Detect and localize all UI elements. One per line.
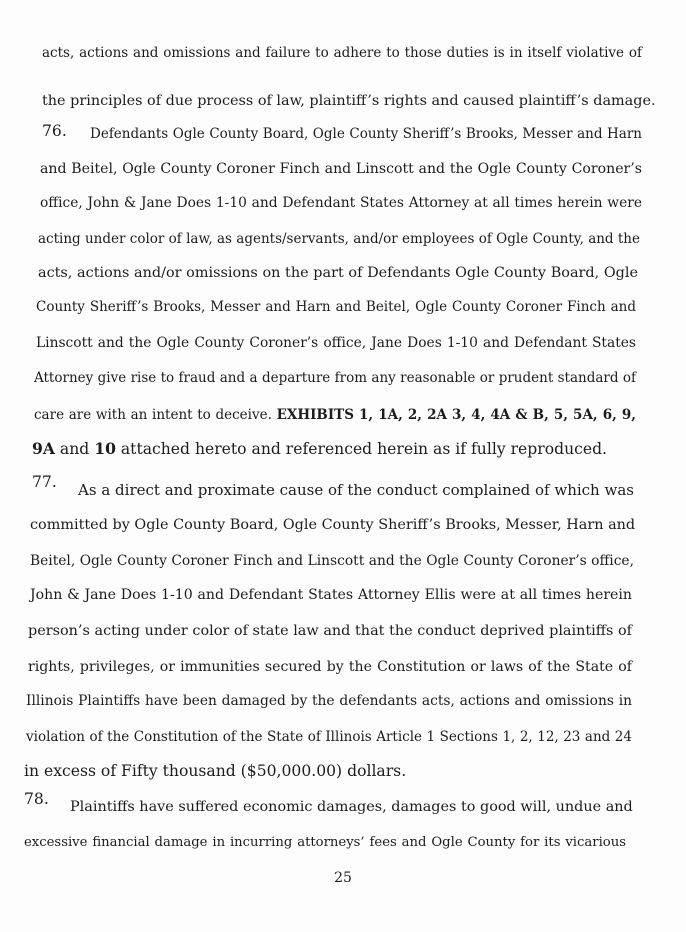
text-span: care are with an intent to deceive. bbox=[34, 407, 272, 423]
text-line: Plaintiffs have suffered economic damages, damages to good will, undue and bbox=[70, 799, 633, 815]
text-line: excessive financial damage in incurring attorneys’ fees and Ogle County for its vicarious bbox=[24, 835, 626, 850]
text-line: the principles of due process of law, plaintiff’s rights and caused plaintiff’s damage. bbox=[42, 93, 656, 109]
exhibits-reference: EXHIBITS 1, 1A, 2, 2A 3, 4, 4A & B, 5, 5A, 6, 9, bbox=[276, 407, 636, 423]
text-line bbox=[32, 432, 607, 466]
text-line: violation of the Constitution of the State of Illinois Article 1 Sections 1, 2, 12, 23 and 24 bbox=[26, 729, 632, 745]
text-line: acts, actions and/or omissions on the part of Defendants Ogle County Board, Ogle bbox=[38, 265, 638, 281]
text-span: attached hereto and referenced herein as if fully reproduced. bbox=[120, 440, 608, 458]
text-line: As a direct and proximate cause of the conduct complained of which was bbox=[78, 481, 634, 499]
page-number: 25 bbox=[334, 870, 352, 886]
text-line: rights, privileges, or immunities secured by the Constitution or laws of the State of bbox=[28, 659, 632, 675]
paragraph-number: 77. bbox=[32, 473, 57, 491]
text-line bbox=[34, 398, 636, 432]
text-line: Linscott and the Ogle County Coroner’s office, Jane Does 1-10 and Defendant States bbox=[36, 335, 636, 351]
text-line: Attorney give rise to fraud and a departure from any reasonable or prudent standard of bbox=[34, 370, 636, 386]
text-line: John & Jane Does 1-10 and Defendant States Attorney Ellis were at all times herein bbox=[30, 587, 632, 603]
text-span: and bbox=[59, 440, 90, 458]
text-line: County Sheriff’s Brooks, Messer and Harn and Beitel, Ogle County Coroner Finch and bbox=[36, 299, 636, 315]
exhibits-reference: 9A bbox=[32, 439, 55, 458]
text-line: acts, actions and omissions and failure to adhere to those duties is in itself violative of bbox=[42, 45, 642, 61]
text-line: Illinois Plaintiffs have been damaged by the defendants acts, actions and omissions in bbox=[26, 693, 632, 709]
text-line: in excess of Fifty thousand ($50,000.00) dollars. bbox=[24, 762, 407, 780]
text-line: office, John & Jane Does 1-10 and Defendant States Attorney at all times herein were bbox=[40, 195, 642, 211]
text-line: acting under color of law, as agents/servants, and/or employees of Ogle County, and the bbox=[38, 231, 640, 247]
paragraph-number: 78. bbox=[24, 790, 49, 808]
text-line: Beitel, Ogle County Coroner Finch and Linscott and the Ogle County Coroner’s office, bbox=[30, 553, 634, 569]
text-line: committed by Ogle County Board, Ogle County Sheriff’s Brooks, Messer, Harn and bbox=[30, 517, 636, 533]
paragraph-number: 76. bbox=[42, 122, 67, 140]
text-line: Defendants Ogle County Board, Ogle County Sheriff’s Brooks, Messer and Harn bbox=[90, 126, 642, 142]
text-line: person’s acting under color of state law and that the conduct deprived plaintiffs of bbox=[28, 623, 632, 639]
text-line: and Beitel, Ogle County Coroner Finch and Linscott and the Ogle County Coroner’s bbox=[40, 161, 642, 177]
exhibits-reference: 10 bbox=[94, 439, 116, 458]
